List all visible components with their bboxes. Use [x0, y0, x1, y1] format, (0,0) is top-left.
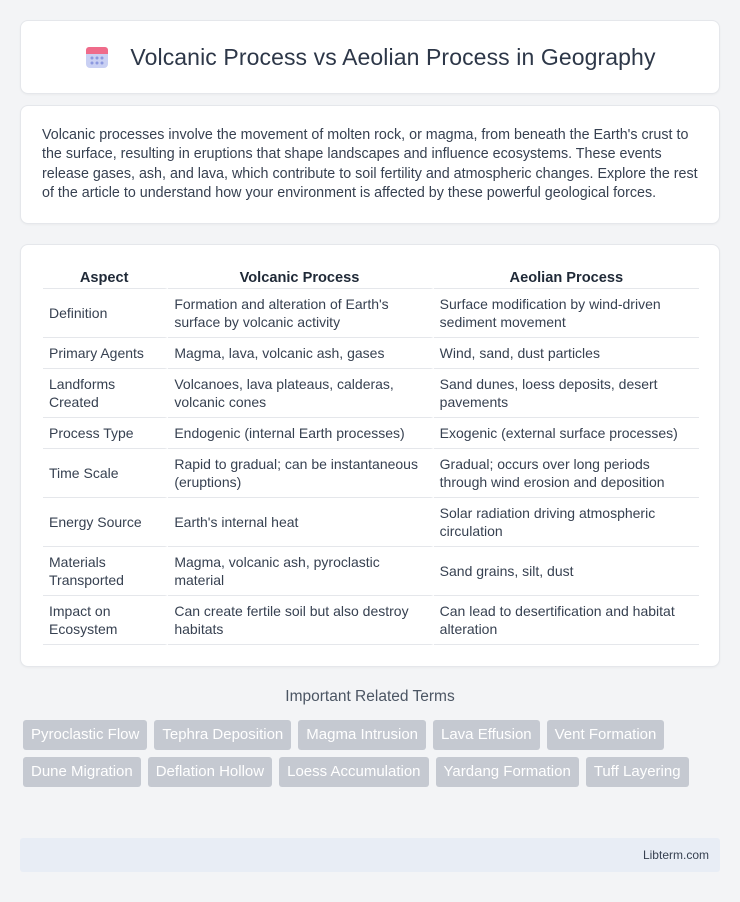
cell-aspect: Time Scale: [43, 449, 168, 498]
cell-aeolian: Gradual; occurs over long periods through wind erosion and deposition: [434, 449, 699, 498]
cell-volcanic: Earth's internal heat: [168, 498, 433, 547]
cell-volcanic: Rapid to gradual; can be instantaneous (eruptions): [168, 449, 433, 498]
related-term-tag[interactable]: Magma Intrusion: [298, 720, 426, 750]
cell-aeolian: Wind, sand, dust particles: [434, 338, 699, 369]
related-term-tag[interactable]: Yardang Formation: [436, 757, 579, 787]
header-volcanic: Volcanic Process: [168, 263, 433, 289]
header-aeolian: Aeolian Process: [434, 263, 699, 289]
table-row: [43, 547, 699, 596]
cell-volcanic: Formation and alteration of Earth's surface by volcanic activity: [168, 289, 433, 338]
table-row: [43, 449, 699, 498]
related-term-tag[interactable]: Vent Formation: [547, 720, 665, 750]
cell-aspect: Impact on Ecosystem: [43, 596, 168, 645]
cell-aspect: Primary Agents: [43, 338, 168, 369]
calendar-icon: [84, 44, 110, 70]
table-row: [43, 418, 699, 449]
header-aspect: Aspect: [43, 263, 168, 289]
related-terms-list: [23, 720, 723, 787]
table-row: [43, 596, 699, 645]
comparison-table-card: [20, 244, 720, 667]
intro-text: Volcanic processes involve the movement of molten rock, or magma, from beneath the Earth's crust to the surface, resulting in eruptions that shape landscapes and influence ecosystems. These events release gases, ash, and lava, which contribute to soil fertility and atmospheric changes. Explore the rest of the article to understand how your environment is affected by these powerful geological forces.: [42, 127, 698, 202]
table-row: [43, 338, 699, 369]
related-term-tag[interactable]: Tephra Deposition: [154, 720, 291, 750]
related-term-tag[interactable]: Loess Accumulation: [279, 757, 428, 787]
cell-aspect: Energy Source: [43, 498, 168, 547]
related-term-tag[interactable]: Lava Effusion: [433, 720, 540, 750]
table-header-row: [43, 263, 699, 289]
cell-aeolian: Sand grains, silt, dust: [434, 547, 699, 596]
intro-card: [20, 105, 720, 224]
cell-aspect: Landforms Created: [43, 369, 168, 418]
cell-volcanic: Endogenic (internal Earth processes): [168, 418, 433, 449]
cell-volcanic: Magma, lava, volcanic ash, gases: [168, 338, 433, 369]
cell-aeolian: Can lead to desertification and habitat alteration: [434, 596, 699, 645]
cell-aspect: Definition: [43, 289, 168, 338]
cell-aspect: Materials Transported: [43, 547, 168, 596]
related-term-tag[interactable]: Deflation Hollow: [148, 757, 272, 787]
cell-volcanic: Can create fertile soil but also destroy habitats: [168, 596, 433, 645]
related-term-tag[interactable]: Dune Migration: [23, 757, 141, 787]
related-terms-title: Important Related Terms: [285, 688, 455, 705]
cell-aeolian: Exogenic (external surface processes): [434, 418, 699, 449]
cell-volcanic: Magma, volcanic ash, pyroclastic material: [168, 547, 433, 596]
cell-volcanic: Volcanoes, lava plateaus, calderas, volcanic cones: [168, 369, 433, 418]
cell-aeolian: Solar radiation driving atmospheric circulation: [434, 498, 699, 547]
page-title: Volcanic Process vs Aeolian Process in Geography: [130, 43, 656, 70]
related-term-tag[interactable]: Pyroclastic Flow: [23, 720, 147, 750]
table-row: [43, 369, 699, 418]
table-row: [43, 498, 699, 547]
footer: [20, 838, 720, 872]
cell-aeolian: Surface modification by wind-driven sediment movement: [434, 289, 699, 338]
table-row: [43, 289, 699, 338]
comparison-table: [43, 263, 699, 645]
header-card: [20, 20, 720, 94]
cell-aspect: Process Type: [43, 418, 168, 449]
cell-aeolian: Sand dunes, loess deposits, desert pavements: [434, 369, 699, 418]
related-term-tag[interactable]: Tuff Layering: [586, 757, 689, 787]
footer-link[interactable]: Libterm.com: [642, 848, 709, 862]
